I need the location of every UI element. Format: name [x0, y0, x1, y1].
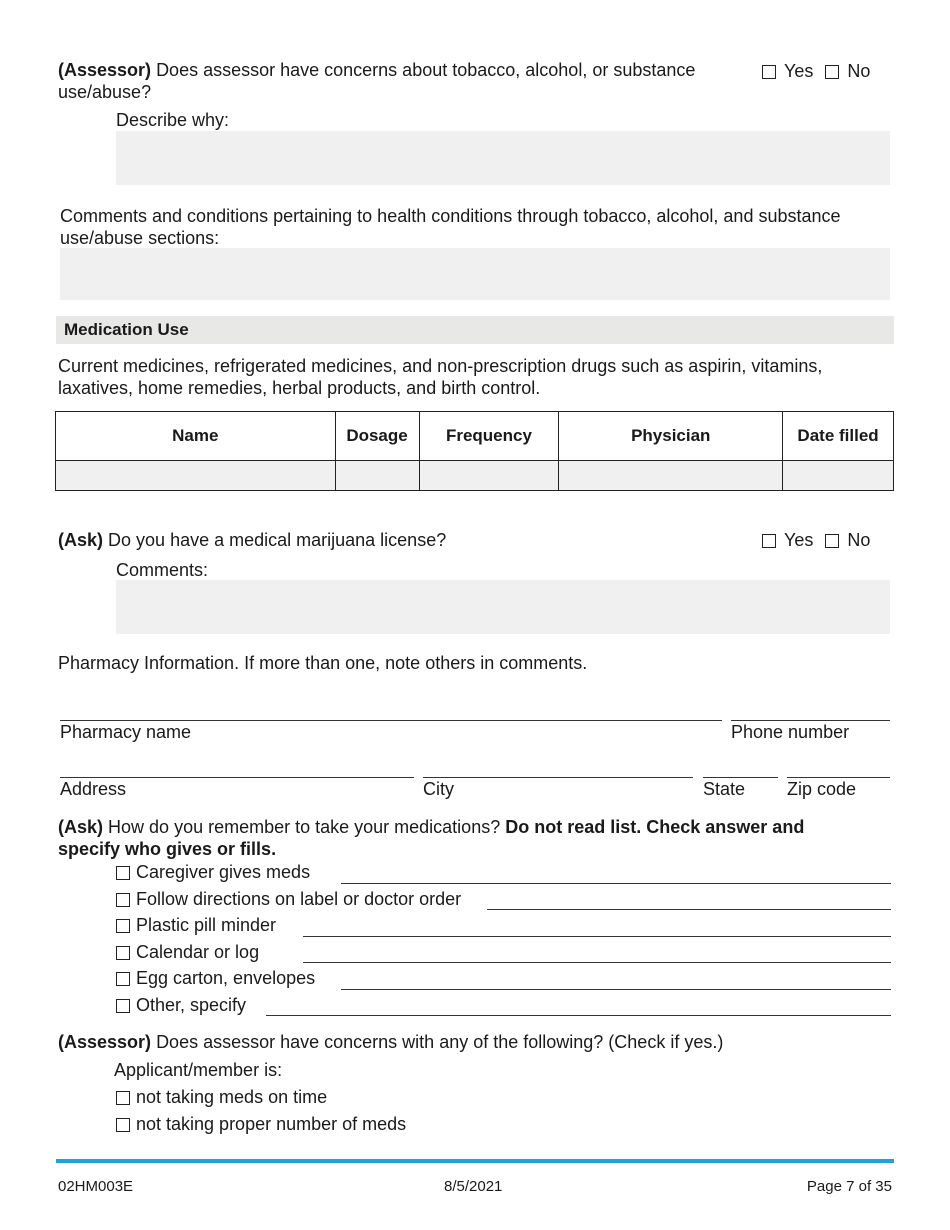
- date-filled-cell[interactable]: [783, 461, 894, 491]
- medication-table: [55, 411, 894, 491]
- question-prefix: (Ask): [58, 817, 104, 837]
- option-label: Egg carton, envelopes: [136, 968, 316, 988]
- comments-label: Comments:: [116, 560, 209, 580]
- zip-code-line[interactable]: [787, 777, 890, 778]
- question-prefix: (Assessor): [58, 60, 152, 80]
- question-instruction-line2: specify who gives or fills.: [58, 839, 277, 859]
- phone-number-line[interactable]: [731, 720, 890, 721]
- option-label: not taking proper number of meds: [136, 1114, 407, 1134]
- column-header-physician: Physician: [559, 412, 783, 461]
- question-prefix: (Ask): [58, 530, 104, 550]
- yes-label: Yes: [784, 61, 814, 81]
- not-on-time-checkbox[interactable]: [116, 1091, 130, 1105]
- no-label: No: [847, 530, 871, 550]
- medication-intro: [58, 355, 888, 399]
- city-line[interactable]: [423, 777, 693, 778]
- option-pill-minder: [116, 915, 276, 936]
- pharmacy-name-line[interactable]: [60, 720, 722, 721]
- comments-line1: Comments and conditions pertaining to health conditions through tobacco, alcohol, and substance: [60, 206, 841, 226]
- medication-intro-line2: laxatives, home remedies, herbal products, and birth control.: [58, 378, 541, 398]
- option-not-proper-number: [116, 1114, 406, 1135]
- medication-use-heading: Medication Use: [56, 316, 894, 344]
- option-label: not taking meds on time: [136, 1087, 328, 1107]
- other-specify-line[interactable]: [266, 1015, 891, 1016]
- address-label: Address: [60, 779, 127, 799]
- remember-medications-question: [58, 816, 898, 860]
- question-text: Do you have a medical marijuana license?: [108, 530, 447, 550]
- column-header-name: Name: [56, 412, 336, 461]
- egg-carton-checkbox[interactable]: [116, 972, 130, 986]
- no-checkbox[interactable]: [825, 534, 839, 548]
- assessor-concerns-question: [58, 1032, 723, 1053]
- marijuana-comments-field[interactable]: [116, 580, 890, 634]
- option-other: [116, 995, 246, 1016]
- option-label: Calendar or log: [136, 942, 260, 962]
- question-text: Does assessor have concerns with any of the following? (Check if yes.): [156, 1032, 724, 1052]
- pill-minder-checkbox[interactable]: [116, 919, 130, 933]
- zip-code-label: Zip code: [787, 779, 857, 799]
- describe-why-label: Describe why:: [116, 110, 230, 130]
- option-label: Other, specify: [136, 995, 247, 1015]
- form-id: 02HM003E: [58, 1178, 134, 1195]
- assessor-substance-question: [58, 59, 738, 103]
- option-label: Plastic pill minder: [136, 915, 277, 935]
- pill-minder-specify-line[interactable]: [303, 936, 891, 937]
- frequency-cell[interactable]: [419, 461, 559, 491]
- medication-intro-line1: Current medicines, refrigerated medicines, and non-prescription drugs such as aspirin, vitamins,: [58, 356, 823, 376]
- footer-divider: [56, 1159, 894, 1163]
- address-line[interactable]: [60, 777, 414, 778]
- describe-why-field[interactable]: [116, 131, 890, 185]
- applicant-member-label: Applicant/member is:: [114, 1060, 283, 1080]
- physician-cell[interactable]: [559, 461, 783, 491]
- column-header-frequency: Frequency: [419, 412, 559, 461]
- state-label: State: [703, 779, 746, 799]
- yes-checkbox[interactable]: [762, 534, 776, 548]
- calendar-checkbox[interactable]: [116, 946, 130, 960]
- question-text-line2: use/abuse?: [58, 82, 152, 102]
- option-calendar: [116, 942, 259, 963]
- follow-directions-checkbox[interactable]: [116, 893, 130, 907]
- comments-instructions: [60, 205, 890, 249]
- option-caregiver: [116, 862, 310, 883]
- pharmacy-intro: Pharmacy Information. If more than one, note others in comments.: [58, 653, 588, 673]
- question-text-line1: Does assessor have concerns about tobacco, alcohol, or substance: [156, 60, 696, 80]
- egg-carton-specify-line[interactable]: [341, 989, 891, 990]
- name-cell[interactable]: [56, 461, 336, 491]
- form-date: 8/5/2021: [444, 1178, 503, 1195]
- marijuana-license-question: [58, 530, 446, 551]
- table-header-row: [56, 412, 894, 461]
- question-instruction-line1: Do not read list. Check answer and: [505, 817, 805, 837]
- comments-line2: use/abuse sections:: [60, 228, 220, 248]
- column-header-date-filled: Date filled: [783, 412, 894, 461]
- option-not-on-time: [116, 1087, 327, 1108]
- yes-no-group-q1: [762, 61, 882, 82]
- page-number: Page 7 of 35: [806, 1178, 892, 1195]
- caregiver-specify-line[interactable]: [341, 883, 891, 884]
- no-label: No: [847, 61, 871, 81]
- option-egg-carton: [116, 968, 315, 989]
- yes-checkbox[interactable]: [762, 65, 776, 79]
- not-proper-number-checkbox[interactable]: [116, 1118, 130, 1132]
- other-checkbox[interactable]: [116, 999, 130, 1013]
- column-header-dosage: Dosage: [335, 412, 419, 461]
- state-line[interactable]: [703, 777, 778, 778]
- comments-field[interactable]: [60, 248, 890, 300]
- no-checkbox[interactable]: [825, 65, 839, 79]
- table-row: [56, 461, 894, 491]
- follow-directions-specify-line[interactable]: [487, 909, 891, 910]
- option-label: Follow directions on label or doctor order: [136, 889, 462, 909]
- question-prefix: (Assessor): [58, 1032, 152, 1052]
- dosage-cell[interactable]: [335, 461, 419, 491]
- calendar-specify-line[interactable]: [303, 962, 891, 963]
- city-label: City: [423, 779, 454, 799]
- caregiver-checkbox[interactable]: [116, 866, 130, 880]
- yes-no-group-q2: [762, 530, 882, 551]
- option-label: Caregiver gives meds: [136, 862, 311, 882]
- yes-label: Yes: [784, 530, 814, 550]
- pharmacy-name-label: Pharmacy name: [60, 722, 192, 742]
- phone-number-label: Phone number: [731, 722, 850, 742]
- option-follow-directions: [116, 889, 461, 910]
- question-text: How do you remember to take your medications?: [108, 817, 501, 837]
